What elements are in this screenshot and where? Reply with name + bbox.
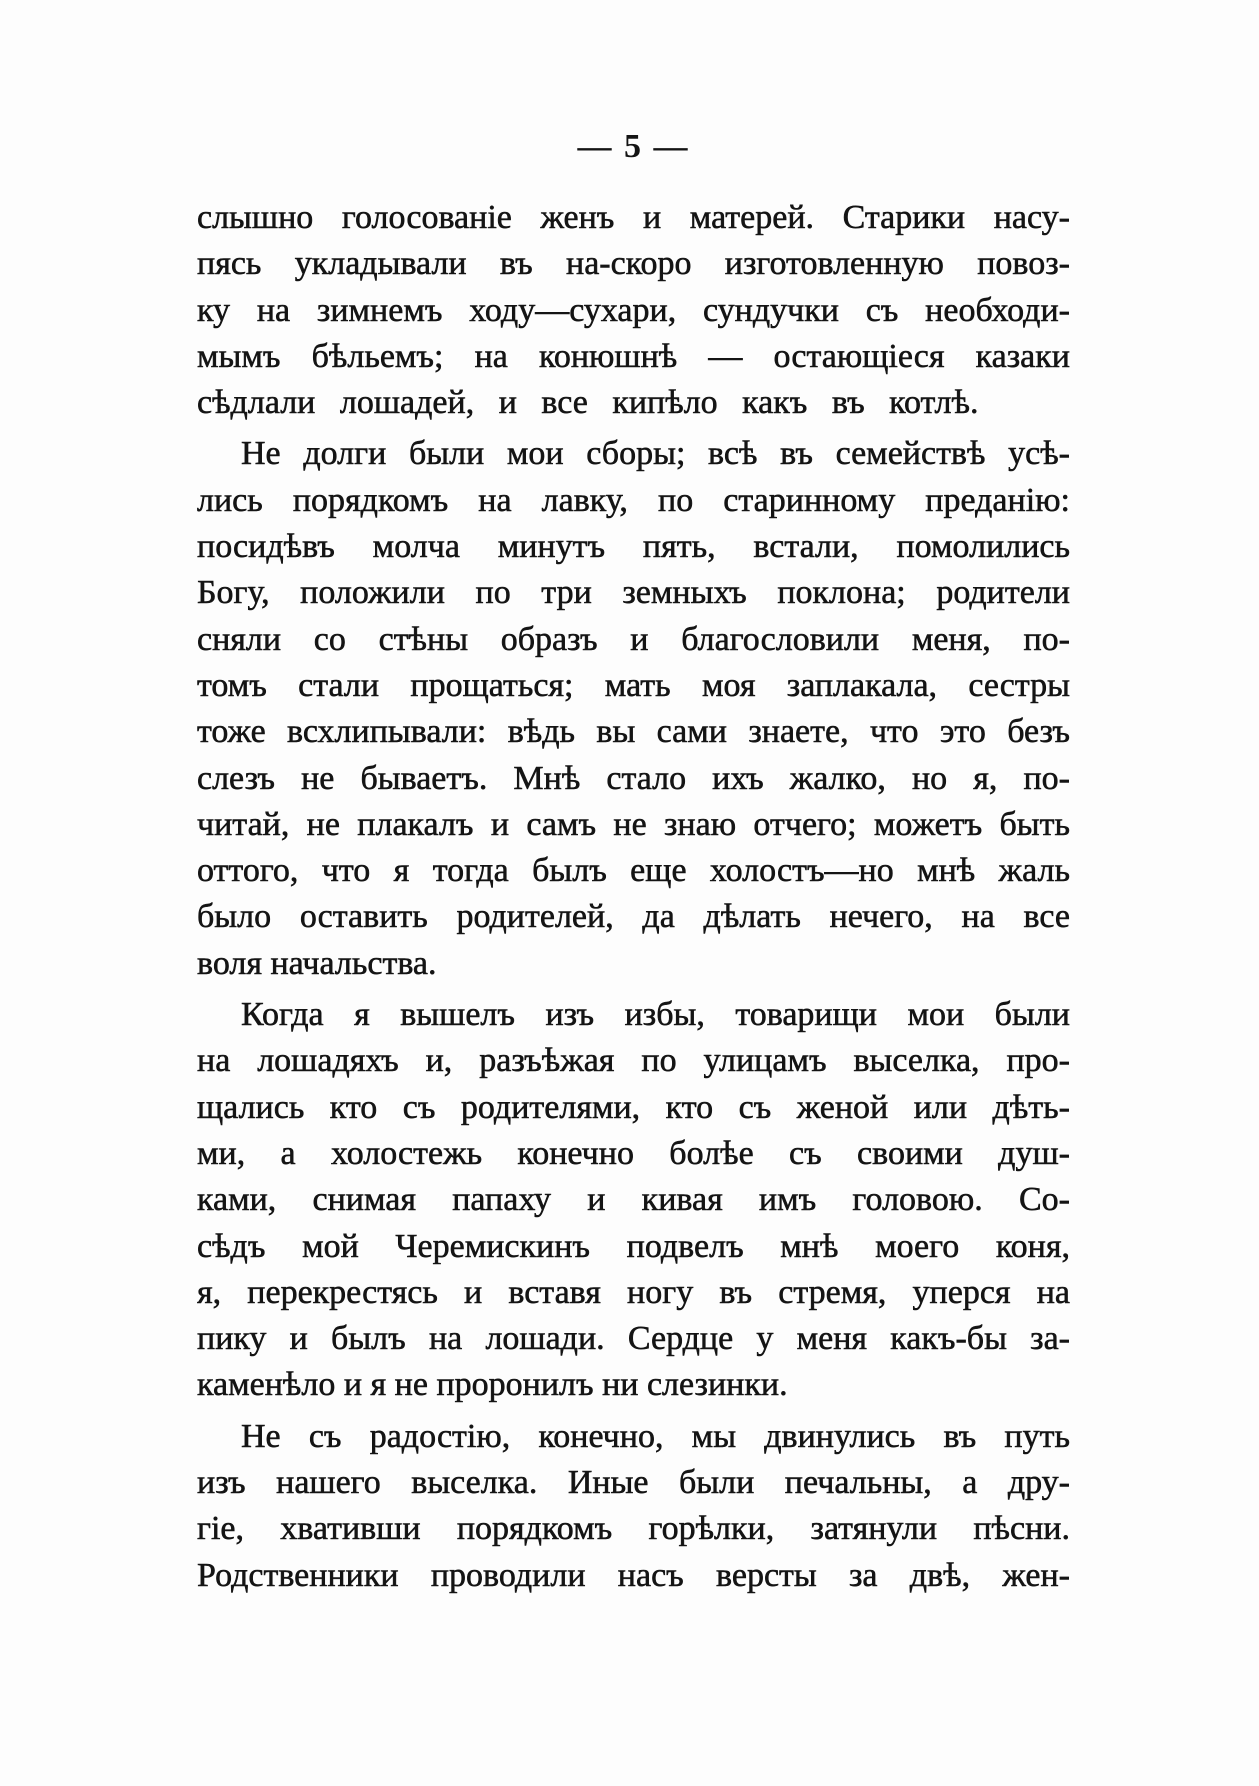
text-line: слезъ не бываетъ. Мнѣ стало ихъ жалко, но я, по-	[197, 759, 1070, 797]
text-block	[197, 195, 1070, 1599]
text-line: пясь укладывали въ на-скоро изготовленную повоз-	[197, 245, 1070, 283]
paragraph	[197, 992, 1070, 1409]
text-line: было оставить родителей, да дѣлать нечего, на все	[197, 898, 1070, 936]
text-line: на лошадяхъ и, разъѣжая по улицамъ выселка, про-	[197, 1042, 1070, 1080]
text-line: я, перекрестясь и вставя ногу въ стремя, уперся на	[197, 1273, 1070, 1311]
text-line: Не съ радостію, конечно, мы двинулись въ путь	[241, 1417, 1070, 1455]
text-line: сняли со стѣны образъ и благословили меня, по-	[197, 620, 1070, 658]
text-line: томъ стали прощаться; мать моя заплакала, сестры	[197, 666, 1070, 704]
text-line: слышно голосованіе женъ и матерей. Старики насу-	[197, 199, 1070, 236]
text-line: тоже всхлипывали: вѣдь вы сами знаете, что это безъ	[197, 713, 1070, 751]
text-line: гіе, хвативши порядкомъ горѣлки, затянули пѣсни.	[197, 1510, 1070, 1548]
text-line: оттого, что я тогда былъ еще холостъ—но мнѣ жаль	[197, 852, 1070, 890]
text-line: изъ нашего выселка. Иные были печальны, а дру-	[197, 1464, 1070, 1502]
text-line: Не долги были мои сборы; всѣ въ семействѣ усѣ-	[241, 435, 1070, 473]
text-line: сѣдлали лошадей, и все кипѣло какъ въ котлѣ.	[197, 384, 979, 422]
text-line: читай, не плакалъ и самъ не знаю отчего; можетъ быть	[197, 805, 1070, 843]
text-line: ми, а холостежь конечно болѣе съ своими душ-	[197, 1134, 1070, 1172]
paragraph	[197, 195, 1070, 426]
text-line: Родственники проводили насъ версты за двѣ, жен-	[197, 1556, 1070, 1594]
text-line: ку на зимнемъ ходу—сухари, сундучки съ необходи-	[197, 291, 1070, 329]
text-line: пику и былъ на лошади. Сердце у меня какъ-бы за-	[197, 1320, 1070, 1358]
text-line: Богу, положили по три земныхъ поклона; родители	[197, 574, 1070, 612]
text-line: щались кто съ родителями, кто съ женой или дѣть-	[197, 1088, 1070, 1126]
text-line: Когда я вышелъ изъ избы, товарищи мои были	[241, 996, 1070, 1034]
text-line: ками, снимая папаху и кивая имъ головою. Со-	[197, 1181, 1070, 1219]
text-line: сѣдъ мой Черемискинъ подвелъ мнѣ моего коня,	[197, 1227, 1070, 1265]
text-line: воля начальства.	[197, 944, 437, 982]
text-line: посидѣвъ молча минутъ пять, встали, помолились	[197, 528, 1070, 566]
page-number: — 5 —	[577, 128, 690, 165]
paragraph	[197, 431, 1070, 987]
text-line: мымъ бѣльемъ; на конюшнѣ — остающіеся казаки	[197, 337, 1070, 375]
text-line: каменѣло и я не проронилъ ни слезинки.	[197, 1366, 788, 1404]
paragraph	[197, 1414, 1070, 1599]
text-line: лись порядкомъ на лавку, по старинному преданію:	[197, 481, 1070, 519]
